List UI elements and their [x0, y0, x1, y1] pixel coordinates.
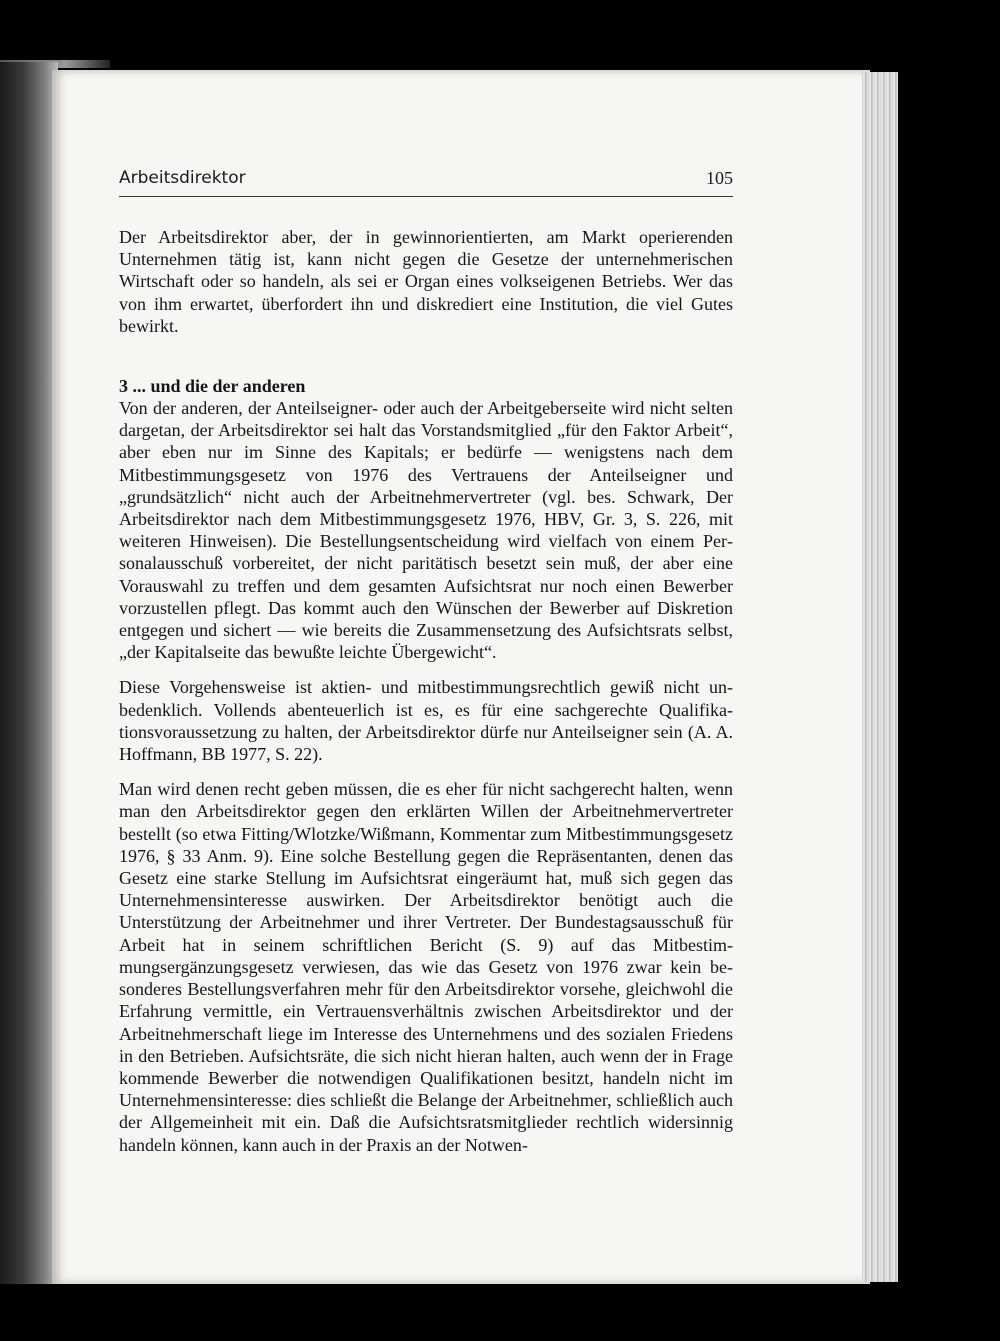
- running-title: Arbeitsdirektor: [119, 168, 246, 188]
- section-heading: 3 ... und die der anderen: [119, 376, 306, 397]
- running-header: [119, 164, 733, 197]
- paragraph-3: Diese Vorgehensweise ist aktien- und mitbestimmungsrechtlich gewiß nicht unbedenklich. Vollends abenteuerlich ist es, es für eine sachgerechte Qualifikationsvoraussetzung zu halten, der Arbeitsdirektor dürfe nur Anteilseigner sein (A. A. Hoffmann, BB 1977, S. 22).: [119, 677, 733, 765]
- page-stack-edge: [862, 72, 898, 1282]
- binding-gutter: [0, 62, 58, 1284]
- body-text: [119, 226, 733, 1156]
- paragraph-4: Man wird denen recht geben müssen, die es eher für nicht sachgerecht halten, wenn man den Arbeitsdirektor gegen den erklärten Willen der Arbeitnehmervertreter bestellt (so etwa Fitting/Wlotzke/Wißmann, Kommentar zum Mitbestimmungsgesetz 1976, § 33 Anm. 9). Eine solche Bestellung gegen die Repräsentanten, denen das Gesetz eine starke Stellung im Aufsichtsrat eingeräumt hat, muß sich gegen das Unternehmensinteresse auswirken. Der Arbeitsdirektor benötigt auch die Unterstützung der Arbeitnehmer und ihrer Vertreter. Der Bundestagsausschuß für Arbeit hat in seinem schriftlichen Bericht (S. 9) auf das Mitbestimmungsergänzungsgesetz verwiesen, das wie das Gesetz von 1976 zwar kein besonderes Bestellungsverfahren mehr für den Arbeitsdirektor vorsehe, gleichwohl die Erfahrung vermittle, ein Vertrauensverhältnis zwischen Arbeitsdirektor und der Arbeitnehmerschaft liege im Interesse des Unternehmens und des sozialen Friedens in den Betrieben. Aufsichtsräte, die sich nicht hieran halten, auch wenn der in Frage kommende Bewerber die notwendigen Qualifikationen besitzt, handeln nicht im Unternehmensinteresse: dies schließt die Belange der Arbeitnehmer, schließlich auch der Allgemeinheit mit ein. Daß die Aufsichtsratsmitglieder rechtlich widersinnig handeln können, kann auch in der Praxis an der Notwen-: [119, 779, 733, 1155]
- paragraph-1: Der Arbeitsdirektor aber, der in gewinnorientierten, am Markt operierenden Unternehmen tätig ist, kann nicht gegen die Gesetze der unternehmerischen Wirtschaft oder so handeln, als sei er Organ eines volkseigenen Betriebs. Wer das von ihm erwartet, überfordert ihn und diskrediert eine Institution, die viel Gutes bewirkt.: [119, 227, 733, 336]
- page-number: 105: [706, 168, 733, 188]
- paragraph-2: Von der anderen, der Anteilseigner- oder auch der Arbeitgeberseite wird nicht selten dargetan, der Arbeitsdirektor sei halt das Vorstandsmitglied „für den Faktor Arbeit“, aber eben nur im Sinne des Kapitals; er bedürfe — wenigstens nach dem Mitbestimmungsgesetz von 1976 des Vertrauens der Anteilseigner und „grundsätzlich“ nicht auch der Arbeitnehmervertreter (vgl. bes. Schwark, Der Arbeitsdirektor nach dem Mitbestimmungsgesetz 1976, HBV, Gr. 3, S. 226, mit weiteren Hinweisen). Die Bestellungsentscheidung wird vielfach von einem Personalausschuß vorbereitet, der nicht paritätisch besetzt sein muß, der aber eine Vorauswahl zu treffen und dem gesamten Aufsichtsrat nur noch einen Bewerber vorzustellen pflegt. Das kommt auch den Wünschen der Bewerber auf Diskretion entgegen und sichert — wie bereits die Zusammensetzung des Aufsichtsrats selbst, „der Kapitalseite das bewußte leichte Übergewicht“.: [119, 398, 733, 663]
